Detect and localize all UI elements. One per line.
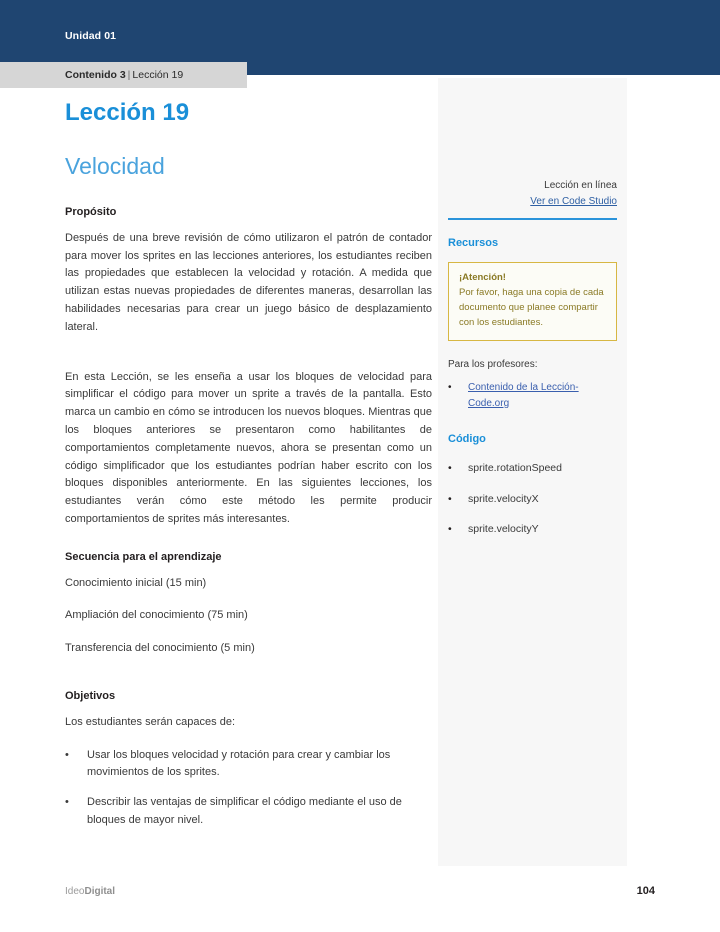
list-item: [65, 747, 432, 782]
list-item: [448, 522, 617, 537]
objective-text: Usar los bloques velocidad y rotación para crear y cambiar los movimientos de los sprites.: [87, 748, 391, 779]
bullet-icon: •: [65, 796, 69, 809]
bullet-icon: •: [448, 462, 452, 474]
sidebar: [448, 78, 617, 537]
section-heading-purpose: Propósito: [65, 205, 117, 218]
callout-body: Por favor, haga una copia de cada documento que planee compartir con los estudiantes.: [459, 287, 604, 328]
code-item-text: sprite.velocityY: [468, 523, 539, 536]
list-item: [448, 461, 617, 476]
sidebar-heading-code: Código: [448, 433, 486, 445]
section-heading-sequence: Secuencia para el aprendizaje: [65, 550, 222, 563]
list-item: [65, 794, 432, 829]
attention-callout: [448, 262, 617, 341]
main-content: [65, 100, 432, 841]
breadcrumb-separator: |: [127, 69, 131, 81]
code-item-text: sprite.velocityX: [468, 492, 539, 505]
callout-title: ¡Atención!: [459, 272, 506, 283]
bullet-icon: •: [65, 748, 69, 761]
breadcrumb-content-label: Contenido 3: [65, 69, 126, 81]
footer-logo-bold: Digital: [84, 886, 116, 897]
sequence-item: Transferencia del conocimiento (5 min): [65, 641, 255, 654]
bullet-icon: •: [448, 492, 452, 505]
spacer: [65, 672, 432, 690]
page-title: Lección 19: [65, 99, 190, 126]
objective-text: Describir las ventajas de simplificar el código mediante el uso de bloques de mayor nivel.: [87, 796, 402, 826]
sequence-item: Ampliación del conocimiento (75 min): [65, 609, 248, 622]
lesson-content-link[interactable]: Contenido de la Lección- Code.org: [468, 382, 579, 409]
bullet-icon: •: [448, 523, 452, 536]
purpose-paragraph-2: En esta Lección, se les enseña a usar los bloques de velocidad para simplificar el código para mover un sprite a través de la pantalla. Esto marca un cambio en cómo se introducen los nuevos bloques. Mientras que los bloques anteriores se presentaron como habilitantes de comportamientos completamente nuevos, ahora se presentan como un código simplificador que los estudiantes podrían haber escrito con los bloques disponibles anteriormente. En las siguientes lecciones, los estudiantes verán cómo este método les permite producir comportamientos de sprites más interesantes.: [65, 370, 432, 526]
list-item: [448, 380, 617, 411]
lesson-subtitle: Velocidad: [65, 153, 165, 180]
bullet-icon: •: [448, 382, 452, 393]
unit-label: Unidad 01: [65, 30, 117, 42]
online-lesson-label: Lección en línea: [544, 180, 617, 191]
sequence-item: Conocimiento inicial (15 min): [65, 576, 207, 589]
section-heading-objectives: Objetivos: [65, 690, 116, 703]
objectives-intro: Los estudiantes serán capaces de:: [65, 716, 236, 729]
purpose-paragraph-1: Después de una breve revisión de cómo utilizaron el patrón de contador para mover los sprites en las lecciones anteriores, los estudiantes reciben las propiedades que establecen la velocidad y rotación. A medida que utilizan estas nuevas propiedades de diferentes maneras, desarrollan las habilidades necesarias para crear un juego básico de desplazamiento lateral.: [65, 231, 432, 333]
code-item-text: sprite.rotationSpeed: [468, 462, 562, 474]
code-studio-link[interactable]: Ver en Code Studio: [530, 196, 617, 207]
breadcrumb-lesson-label: Lección 19: [132, 69, 184, 81]
breadcrumb: [65, 69, 183, 81]
sidebar-divider: [448, 218, 617, 220]
footer-logo: [65, 886, 115, 897]
teachers-label: Para los profesores:: [448, 359, 538, 370]
footer-logo-light: Ideo: [65, 886, 85, 897]
sidebar-heading-resources: Recursos: [448, 237, 499, 249]
spacer: [65, 359, 432, 369]
list-item: [448, 492, 617, 507]
page-number: 104: [636, 885, 655, 897]
